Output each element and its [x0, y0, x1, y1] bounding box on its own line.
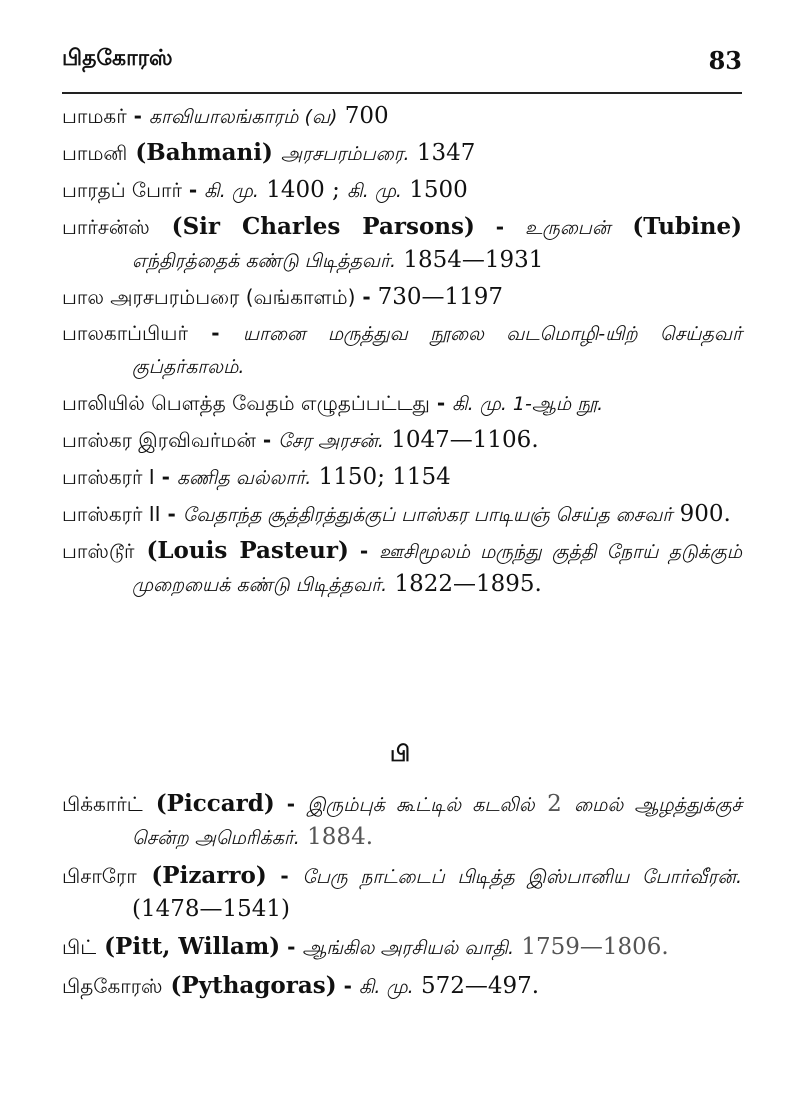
entry [62, 100, 742, 133]
entry-description: மைல் ஆழத்துக்குச் சென்ற அமெரிக்கர். [132, 794, 742, 849]
entry-separator: - [187, 321, 243, 345]
entry-term: பால அரசபரம்பரை (வங்காளம்) [62, 285, 356, 309]
entry-term: பார்சன்ஸ் [62, 215, 150, 239]
entry-term: பாஸ்கரர் II [62, 502, 161, 526]
entry [62, 174, 742, 207]
entry-dates: 900. [672, 501, 731, 527]
entry-term: பிக்கார்ட் [62, 792, 143, 816]
entry-separator: - [274, 792, 308, 816]
entry [62, 211, 742, 277]
entry-description: பேரு நாட்டைப் பிடித்த இஸ்பானிய போர்வீரன். [302, 866, 742, 888]
entry-description: காவியாலங்காரம் (வ) [148, 106, 338, 128]
entry [62, 931, 742, 964]
entry-english: (Pitt, Willam) [96, 933, 281, 960]
entry-description: கணித வல்லார். [176, 467, 312, 489]
entry [62, 387, 742, 420]
entry-separator: - [154, 465, 177, 489]
entry-term: பிதகோரஸ் [62, 974, 163, 998]
entry-term: பாலியில் பௌத்த வேதம் எழுதப்பட்டது [62, 391, 430, 415]
entry-separator: - [355, 285, 378, 309]
entry-description: கி. மு. [347, 180, 402, 202]
entry-term: பிசாரோ [62, 864, 137, 888]
page-number: 83 [708, 46, 742, 75]
entry-separator: - [266, 864, 303, 888]
entry-dates: 1400 ; [258, 177, 348, 203]
entry-term: பிட் [62, 935, 97, 959]
entry-dates: 700 [337, 103, 389, 129]
entry-english: (Sir Charles Parsons) [149, 213, 475, 240]
page-header [62, 46, 742, 86]
entry-description: ஊசிமூலம் மருந்து குத்தி நோய் தடுக்கும் முறையைக் கண்டு பிடித்தவர். [132, 541, 742, 596]
entry-description: கி. மு. 1-ஆம் நூ. [452, 393, 604, 415]
entry-english: (Pythagoras) [162, 972, 337, 999]
entry [62, 535, 742, 601]
entry-english: (Tubine) [610, 213, 742, 240]
entry-description: உருபைன் [524, 217, 611, 239]
entry [62, 281, 742, 313]
entry [62, 317, 742, 383]
entry-term: பாரதப் போர் [62, 178, 182, 202]
entry-list [62, 100, 742, 605]
entry [62, 498, 742, 531]
entry-list-pi [62, 788, 742, 1009]
entry-description: எந்திரத்தைக் கண்டு பிடித்தவர். [132, 250, 397, 272]
entry-separator: - [348, 539, 380, 563]
entry-description: கி. மு. [204, 180, 259, 202]
entry-term: பாமகர் [62, 104, 127, 128]
entry-dates: 730—1197 [377, 284, 504, 310]
entry-dates: 1150; 1154 [311, 464, 451, 490]
entry-english: (Bahmani) [127, 139, 281, 166]
entry-term: பாமனி [62, 141, 128, 165]
entry-separator: - [474, 215, 525, 239]
entry-dates: 1759—1806. [514, 934, 669, 960]
entry [62, 970, 742, 1003]
entry-separator: - [336, 974, 359, 998]
entry-dates: 1854—1931 [396, 247, 544, 273]
entry-term: பாஸ்டூர் [62, 539, 135, 563]
entry-dates: 2 [534, 791, 575, 817]
entry-english: (Pizarro) [136, 862, 267, 889]
header-rule [62, 92, 742, 94]
running-head: பிதகோரஸ் [62, 46, 173, 71]
entry-description: ஆங்கில அரசியல் வாதி. [302, 937, 515, 959]
entry [62, 424, 742, 457]
entry-separator: - [429, 391, 453, 415]
entry-dates: (1478—1541) [132, 896, 291, 922]
entry [62, 788, 742, 854]
entry-separator: - [160, 502, 183, 526]
entry-separator: - [181, 178, 205, 202]
entry-description: அரசபரம்பரை. [280, 143, 410, 165]
entry [62, 860, 742, 925]
entry-english: (Piccard) [142, 790, 275, 817]
entry-description: யானை மருத்துவ நூலை வடமொழி-யிற் செய்தவர் குப்தர்காலம். [132, 323, 742, 378]
entry-dates: 1822—1895. [387, 571, 542, 597]
entry-description: சேர அரசன். [278, 430, 384, 452]
entry-description: வேதாந்த சூத்திரத்துக்குப் பாஸ்கர பாடியஞ் செய்த சைவர் [182, 504, 673, 526]
entry-term: பாஸ்கரர் I [62, 465, 155, 489]
entry [62, 461, 742, 494]
section-heading: பி [389, 742, 411, 767]
entry-term: பாலகாப்பியர் [62, 321, 188, 345]
entry-separator: - [126, 104, 149, 128]
entry-dates: 1047—1106. [383, 427, 539, 453]
entry-dates: 1500 [401, 177, 468, 203]
entry-separator: - [280, 935, 303, 959]
entry-separator: - [255, 428, 279, 452]
entry-dates: 1347 [409, 140, 476, 166]
entry [62, 137, 742, 170]
entry-term: பாஸ்கர இரவிவர்மன் [62, 428, 256, 452]
entry-english: (Louis Pasteur) [134, 537, 349, 564]
entry-description: இரும்புக் கூட்டில் கடலில் [307, 794, 535, 816]
entry-dates: 572—497. [413, 973, 540, 999]
entry-dates: 1884. [299, 824, 374, 850]
entry-description: கி. மு. [358, 976, 414, 998]
